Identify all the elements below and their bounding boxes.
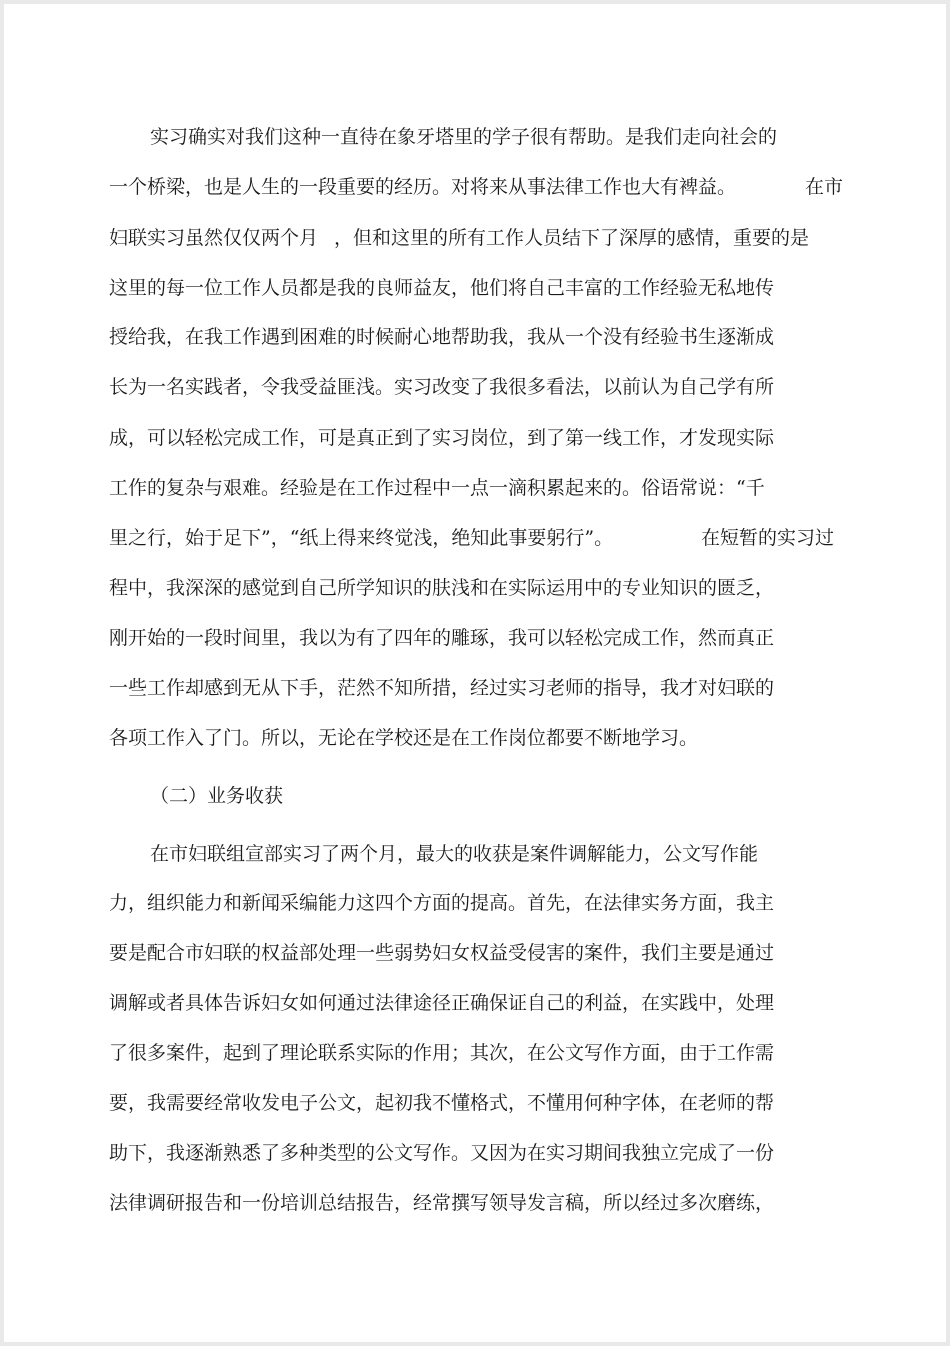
paragraph-line: 在市妇联组宣部实习了两个月，最大的收获是案件调解能力，公文写作能 (150, 843, 759, 865)
paragraph-line: 了很多案件，起到了理论联系实际的作用；其次，在公文写作方面，由于工作需 (109, 1042, 775, 1064)
paragraph-line: 力，组织能力和新闻采编能力这四个方面的提高。首先，在法律实务方面，我主 (109, 892, 775, 914)
paragraph-line: 实习确实对我们这种一直待在象牙塔里的学子很有帮助。是我们走向社会的 (150, 126, 778, 148)
document-page (4, 4, 946, 1342)
paragraph-line: 刚开始的一段时间里，我以为有了四年的雕琢，我可以轻松完成工作，然而真正 (109, 627, 775, 649)
section-heading: （二）业务收获 (150, 785, 284, 807)
paragraph-line: 在市 (805, 176, 844, 198)
paragraph-line: 在短暂的实习过 (701, 527, 835, 549)
paragraph-line: ，但和这里的所有工作人员结下了深厚的感情，重要的是 (334, 227, 810, 249)
paragraph-line: 授给我，在我工作遇到困难的时候耐心地帮助我，我从一个没有经验书生逐渐成 (109, 326, 775, 348)
paragraph-line: 里之行，始于足下”，“纸上得来终觉浅，绝知此事要躬行”。 (109, 527, 614, 549)
paragraph-line: 成，可以轻松完成工作，可是真正到了实习岗位，到了第一线工作，才发现实际 (109, 427, 775, 449)
paragraph-line: 一个桥梁，也是人生的一段重要的经历。对将来从事法律工作也大有裨益。 (109, 176, 737, 198)
paragraph-line: 这里的每一位工作人员都是我的良师益友，他们将自己丰富的工作经验无私地传 (109, 277, 775, 299)
paragraph-line: 长为一名实践者，令我受益匪浅。实习改变了我很多看法，以前认为自己学有所 (109, 376, 775, 398)
paragraph-line: 要是配合市妇联的权益部处理一些弱势妇女权益受侵害的案件，我们主要是通过 (109, 942, 775, 964)
paragraph-line: 调解或者具体告诉妇女如何通过法律途径正确保证自己的利益，在实践中，处理 (109, 992, 775, 1014)
paragraph-line: 工作的复杂与艰难。经验是在工作过程中一点一滴积累起来的。俗语常说：“千 (109, 477, 765, 499)
paragraph-line: 一些工作却感到无从下手，茫然不知所措，经过实习老师的指导，我才对妇联的 (109, 677, 775, 699)
paragraph-line: 法律调研报告和一份培训总结报告，经常撰写领导发言稿，所以经过多次磨练， (109, 1192, 775, 1214)
paragraph-line: 妇联实习虽然仅仅两个月 (109, 227, 319, 249)
paragraph-line: 各项工作入了门。所以，无论在学校还是在工作岗位都要不断地学习。 (109, 727, 699, 749)
paragraph-line: 程中，我深深的感觉到自己所学知识的肤浅和在实际运用中的专业知识的匮乏， (109, 577, 775, 599)
paragraph-line: 要，我需要经常收发电子公文，起初我不懂格式，不懂用何种字体，在老师的帮 (109, 1092, 775, 1114)
paragraph-line: 助下，我逐渐熟悉了多种类型的公文写作。又因为在实习期间我独立完成了一份 (109, 1142, 775, 1164)
